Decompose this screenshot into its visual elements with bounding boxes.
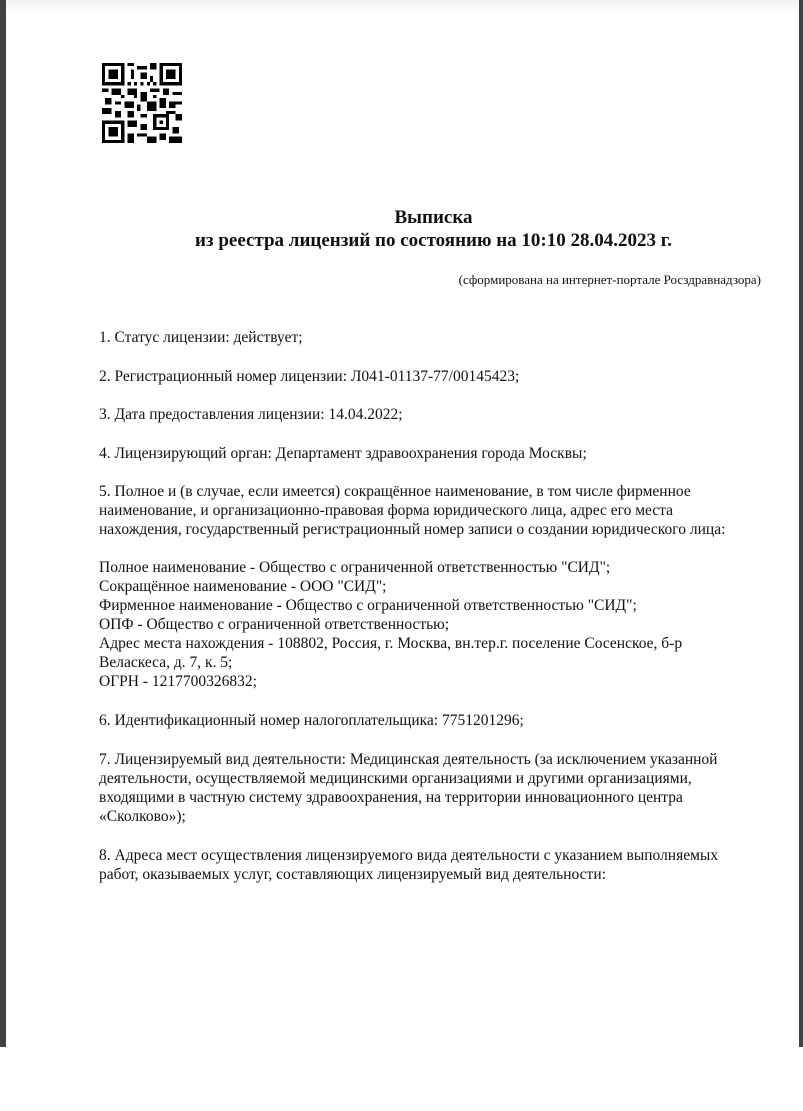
org-heading: 5. Полное и (в случае, если имеется) сокращённое наименование, в том числе фирменное наименование, и организационно-правовая форма юридического лица, адрес его места нахождения, государственный регистрационный номер записи о создании юридического лица: (99, 483, 726, 538)
license-reg-number: 2. Регистрационный номер лицензии: Л041-01137-77/00145423; (99, 368, 520, 385)
org-brand-name: Фирменное наименование - Общество с ограниченной ответственностью "СИД"; (99, 597, 637, 614)
generated-by-note: (сформирована на интернет-портале Росздравнадзора) (458, 272, 761, 287)
org-ogrn: ОГРН - 1217700326832; (99, 673, 257, 690)
org-full-name: Полное наименование - Общество с ограниченной ответственностью "СИД"; (99, 559, 611, 576)
license-date: 3. Дата предоставления лицензии: 14.04.2022; (99, 406, 403, 423)
qr-code-icon (102, 63, 182, 143)
activity-addresses: 8. Адреса мест осуществления лицензируемого вида деятельности с указанием выполняемых работ, оказываемых услуг, составляющих лицензируемый вид деятельности: (99, 847, 719, 883)
document-page (6, 0, 799, 1047)
licensing-authority: 4. Лицензирующий орган: Департамент здравоохранения города Москвы; (99, 445, 587, 462)
org-short-name: Сокращённое наименование - ООО "СИД"; (99, 578, 387, 595)
org-address: Адрес места нахождения - 108802, Россия, г. Москва, вн.тер.г. поселение Сосенское, б-р Веласкеса, д. 7, к. 5; (99, 635, 683, 671)
document-title: Выписка (394, 207, 473, 228)
license-status: 1. Статус лицензии: действует; (99, 329, 303, 346)
taxpayer-id: 6. Идентификационный номер налогоплательщика: 7751201296; (99, 712, 524, 729)
org-opf: ОПФ - Общество с ограниченной ответственностью; (99, 616, 450, 633)
licensed-activity: 7. Лицензируемый вид деятельности: Медицинская деятельность (за исключением указанной деятельности, осуществляемой медицинскими организациями и другими организациями, входящими в частную систему здравоохранения, на территории инновационного центра «Сколково»); (99, 751, 718, 825)
document-subtitle-heading: из реестра лицензий по состоянию на 10:10 28.04.2023 г. (194, 230, 672, 251)
page-top-shadow (6, 0, 799, 14)
